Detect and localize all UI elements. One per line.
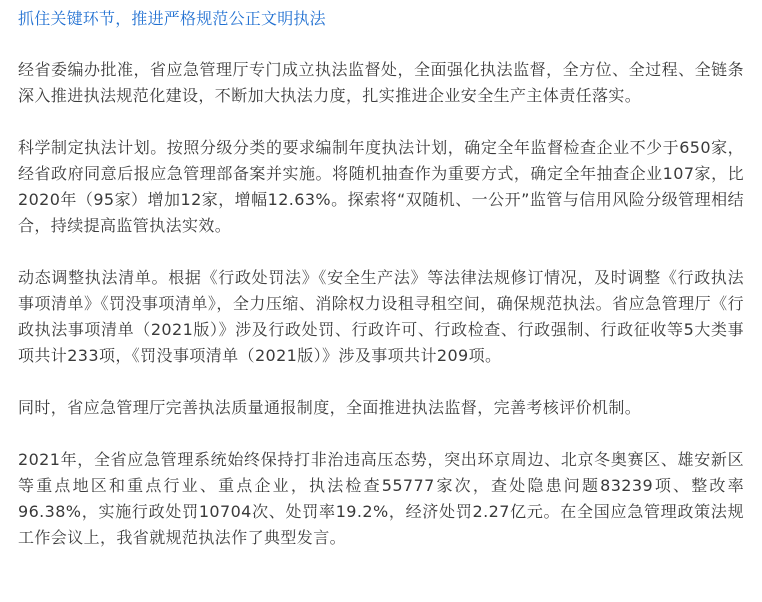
paragraph-enforcement-plan: 科学制定执法计划。按照分级分类的要求编制年度执法计划，确定全年监督检查企业不少于650家，经省政府同意后报应急管理部备案并实施。将随机抽查作为重要方式，确定全年抽查企业107家，比2020年（95家）增加12家，增幅12.63%。探索将“双随机、一公开”监管与信用风险分级管理相结合，持续提高监管执法实效。 [18,138,744,235]
paragraph-intro: 经省委编办批准，省应急管理厅专门成立执法监督处，全面强化执法监督，全方位、全过程、全链条深入推进执法规范化建设，不断加大执法力度，扎实推进企业安全生产主体责任落实。 [18,60,744,105]
paragraph-2021-results: 2021年，全省应急管理系统始终保持打非治违高压态势，突出环京周边、北京冬奥赛区、雄安新区等重点地区和重点行业、重点企业，执法检查55777家次，查处隐患问题83239项、整改率96.38%，实施行政处罚10704次、处罚率19.2%，经济处罚2.27亿元。在全国应急管理政策法规工作会议上，我省就规范执法作了典型发言。 [18,450,744,547]
paragraph-enforcement-list: 动态调整执法清单。根据《行政处罚法》《安全生产法》等法律法规修订情况，及时调整《行政执法事项清单》《罚没事项清单》，全力压缩、消除权力设租寻租空间，确保规范执法。省应急管理厅《行政执法事项清单（2021版）》涉及行政处罚、行政许可、行政检查、行政强制、行政征收等5大类事项共计233项，《罚没事项清单（2021版）》涉及事项共计209项。 [18,268,744,365]
paragraph-quality-report: 同时，省应急管理厅完善执法质量通报制度，全面推进执法监督，完善考核评价机制。 [18,398,642,417]
article-heading: 抓住关键环节，推进严格规范公正文明执法 [18,9,326,28]
